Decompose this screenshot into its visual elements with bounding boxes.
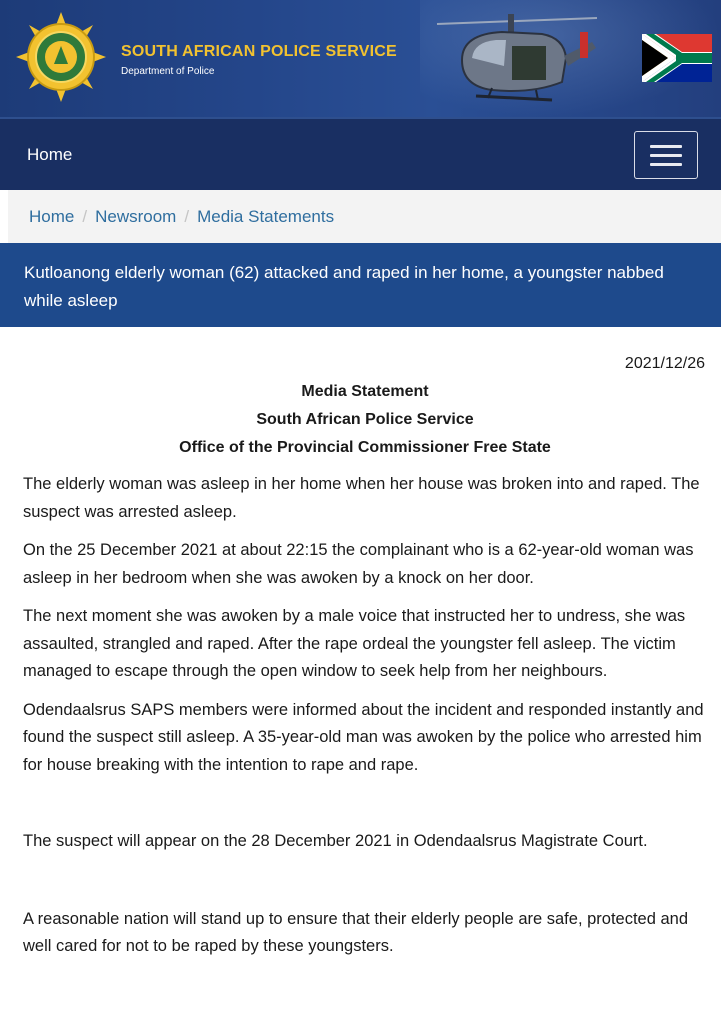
breadcrumb-media-statements[interactable]: Media Statements	[197, 206, 335, 226]
org-name: SOUTH AFRICAN POLICE SERVICE	[121, 43, 397, 60]
paragraph: The next moment she was awoken by a male voice that instructed her to undress, she was assaulted, strangled and raped. After the rape ordeal the youngster fell asleep. The victim managed to escape through the open window to seek help from her neighbours.	[23, 607, 686, 680]
paragraph: The elderly woman was asleep in her home when her house was broken into and raped. The suspect was arrested asleep.	[23, 475, 700, 521]
breadcrumb-separator: /	[82, 206, 88, 226]
helicopter-image	[432, 2, 602, 114]
breadcrumb-newsroom[interactable]: Newsroom	[95, 206, 177, 226]
article-title: Kutloanong elderly woman (62) attacked and raped in her home, a youngster nabbed while asleep	[0, 243, 721, 327]
paragraph: The suspect will appear on the 28 December 2021 in Odendaalsrus Magistrate Court.	[23, 832, 648, 850]
statement-org: South African Police Service	[256, 411, 474, 428]
nav-home-link[interactable]: Home	[27, 145, 73, 164]
statement-office: Office of the Provincial Commissioner Free State	[179, 439, 551, 456]
south-africa-flag-icon	[642, 34, 712, 82]
breadcrumb-home[interactable]: Home	[29, 206, 75, 226]
paragraph: A reasonable nation will stand up to ensure that their elderly people are safe, protected and well cared for not to be raped by these youngsters.	[23, 909, 689, 955]
statement-heading: Media Statement	[301, 383, 429, 400]
article-date: 2021/12/26	[624, 355, 705, 372]
paragraph: Odendaalsrus SAPS members were informed about the incident and responded instantly and found the suspect still asleep. A 35-year-old man was awoken by the police who arrested him for house breaking with the intention to rape and rape.	[23, 700, 704, 774]
site-banner	[0, 0, 721, 117]
article-body	[23, 352, 707, 961]
paragraph: On the 25 December 2021 at about 22:15 the complainant who is a 62-year-old woman was asleep in her bedroom when she was awoken by a knock on her door.	[23, 541, 694, 587]
saps-badge-logo[interactable]	[14, 10, 108, 104]
department-name: Department of Police	[121, 66, 215, 77]
breadcrumb-separator: /	[184, 206, 190, 226]
main-navbar	[0, 117, 721, 190]
hamburger-icon[interactable]	[634, 131, 698, 179]
breadcrumb	[8, 190, 721, 243]
